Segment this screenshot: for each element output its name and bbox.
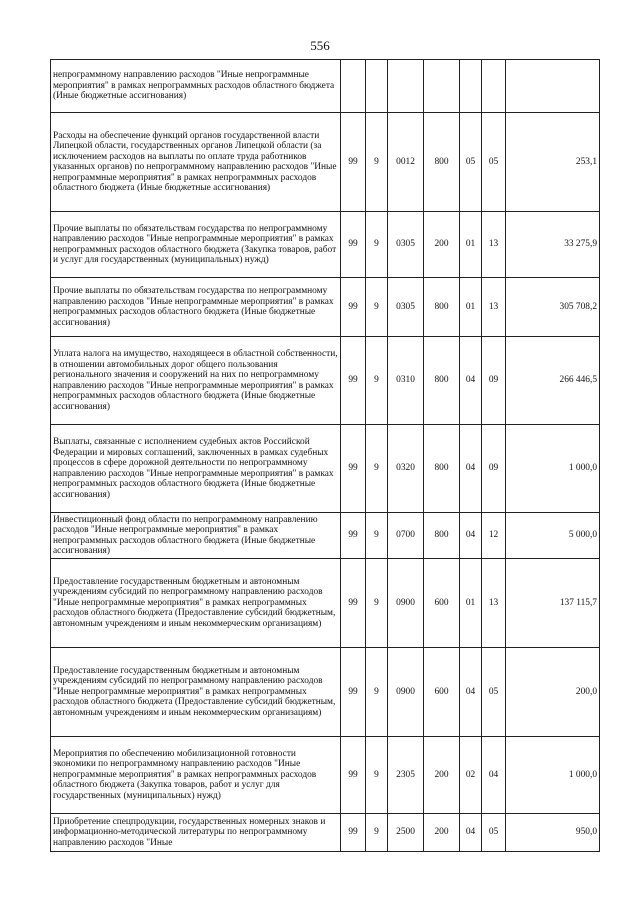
row-subprogram-code: 9 bbox=[366, 113, 388, 212]
row-subprogram-code: 9 bbox=[366, 648, 388, 737]
row-description: Уплата налога на имущество, находящееся в областной собственности, в отношении автомобильных дорог общего пользования регионального значения и сооружений на них по непрограммному направлению расходов "Иные непрограммные мероприятия" в рамках непрограммных расходов областного бюджета (Иные бюджетные ассигнования) bbox=[51, 337, 341, 425]
row-amount bbox=[506, 60, 600, 113]
row-subprogram-code: 9 bbox=[366, 814, 388, 852]
row-section: 04 bbox=[460, 513, 482, 559]
row-direction-code: 0310 bbox=[388, 337, 424, 425]
row-section: 05 bbox=[460, 113, 482, 212]
row-expense-type: 600 bbox=[424, 559, 460, 648]
row-description: Предоставление государственным бюджетным и автономным учреждениям субсидий по непрограммному направлению расходов "Иные непрограммные мероприятия" в рамках непрограммных расходов областного бюджета (Предоставление субсидий бюджетным, автономным учреждениям и иным некоммерческим организациям) bbox=[51, 559, 341, 648]
row-program-code: 99 bbox=[341, 212, 366, 278]
row-section: 01 bbox=[460, 278, 482, 337]
table-row bbox=[51, 513, 600, 559]
row-direction-code: 0305 bbox=[388, 212, 424, 278]
row-program-code: 99 bbox=[341, 513, 366, 559]
row-program-code: 99 bbox=[341, 278, 366, 337]
row-expense-type: 800 bbox=[424, 513, 460, 559]
row-expense-type: 200 bbox=[424, 737, 460, 814]
row-subsection: 13 bbox=[482, 212, 506, 278]
row-description: Приобретение спецпродукции, государственных номерных знаков и информационно-методической литературы по непрограммному направлению расходов "Иные bbox=[51, 814, 341, 852]
row-expense-type: 200 bbox=[424, 212, 460, 278]
row-direction-code: 0012 bbox=[388, 113, 424, 212]
row-amount: 137 115,7 bbox=[506, 559, 600, 648]
row-section: 04 bbox=[460, 814, 482, 852]
row-direction-code: 2305 bbox=[388, 737, 424, 814]
row-description: Выплаты, связанные с исполнением судебных актов Российской Федерации и мировых соглашений, заключенных в рамках судебных процессов в сфере дорожной деятельности по непрограммному направлению расходов "Иные непрограммные мероприятия" в рамках непрограммных расходов областного бюджета (Иные бюджетные ассигнования) bbox=[51, 425, 341, 513]
row-direction-code: 0320 bbox=[388, 425, 424, 513]
table-row bbox=[51, 648, 600, 737]
row-program-code: 99 bbox=[341, 559, 366, 648]
table-row bbox=[51, 425, 600, 513]
row-description: Прочие выплаты по обязательствам государства по непрограммному направлению расходов "Иные непрограммные мероприятия" в рамках непрограммных расходов областного бюджета (Иные бюджетные ассигнования) bbox=[51, 278, 341, 337]
row-subsection bbox=[482, 60, 506, 113]
row-section: 01 bbox=[460, 559, 482, 648]
row-direction-code: 0900 bbox=[388, 559, 424, 648]
table-row bbox=[51, 278, 600, 337]
row-program-code: 99 bbox=[341, 337, 366, 425]
budget-table bbox=[50, 59, 600, 852]
row-subsection: 05 bbox=[482, 814, 506, 852]
row-amount: 200,0 bbox=[506, 648, 600, 737]
row-subprogram-code bbox=[366, 60, 388, 113]
table-row bbox=[51, 559, 600, 648]
row-amount: 5 000,0 bbox=[506, 513, 600, 559]
row-description: Инвестиционный фонд области по непрограммному направлению расходов "Иные непрограммные мероприятия" в рамках непрограммных расходов областного бюджета (Иные бюджетные ассигнования) bbox=[51, 513, 341, 559]
row-description: непрограммному направлению расходов "Иные непрограммные мероприятия" в рамках непрограммных расходов областного бюджета (Иные бюджетные ассигнования) bbox=[51, 60, 341, 113]
row-direction-code: 2500 bbox=[388, 814, 424, 852]
row-subsection: 13 bbox=[482, 278, 506, 337]
row-amount: 1 000,0 bbox=[506, 425, 600, 513]
row-expense-type bbox=[424, 60, 460, 113]
row-description: Предоставление государственным бюджетным и автономным учреждениям субсидий по непрограммному направлению расходов "Иные непрограммные мероприятия" в рамках непрограммных расходов областного бюджета (Предоставление субсидий бюджетным, автономным учреждениям и иным некоммерческим организациям) bbox=[51, 648, 341, 737]
row-program-code: 99 bbox=[341, 113, 366, 212]
row-amount: 253,1 bbox=[506, 113, 600, 212]
row-subprogram-code: 9 bbox=[366, 425, 388, 513]
row-description: Прочие выплаты по обязательствам государства по непрограммному направлению расходов "Иные непрограммные мероприятия" в рамках непрограммных расходов областного бюджета (Закупка товаров, работ и услуг для государственных (муниципальных) нужд) bbox=[51, 212, 341, 278]
row-direction-code: 0700 bbox=[388, 513, 424, 559]
row-section: 02 bbox=[460, 737, 482, 814]
row-subsection: 13 bbox=[482, 559, 506, 648]
row-amount: 266 446,5 bbox=[506, 337, 600, 425]
table-row bbox=[51, 60, 600, 113]
row-subprogram-code: 9 bbox=[366, 278, 388, 337]
row-program-code: 99 bbox=[341, 814, 366, 852]
row-description: Расходы на обеспечение функций органов государственной власти Липецкой области, государственных органов Липецкой области (за исключением расходов на выплаты по оплате труда работников указанных органов) по непрограммному направлению расходов "Иные непрограммные мероприятия" в рамках непрограммных расходов областного бюджета (Иные бюджетные ассигнования) bbox=[51, 113, 341, 212]
row-subsection: 05 bbox=[482, 113, 506, 212]
row-subsection: 09 bbox=[482, 425, 506, 513]
row-expense-type: 200 bbox=[424, 814, 460, 852]
row-subsection: 12 bbox=[482, 513, 506, 559]
row-section: 04 bbox=[460, 425, 482, 513]
table-row bbox=[51, 113, 600, 212]
row-subsection: 05 bbox=[482, 648, 506, 737]
row-program-code: 99 bbox=[341, 425, 366, 513]
row-program-code: 99 bbox=[341, 737, 366, 814]
row-subprogram-code: 9 bbox=[366, 737, 388, 814]
row-subsection: 09 bbox=[482, 337, 506, 425]
row-direction-code: 0900 bbox=[388, 648, 424, 737]
row-amount: 1 000,0 bbox=[506, 737, 600, 814]
row-section: 01 bbox=[460, 212, 482, 278]
row-amount: 305 708,2 bbox=[506, 278, 600, 337]
table-row bbox=[51, 737, 600, 814]
row-section: 04 bbox=[460, 337, 482, 425]
row-direction-code: 0305 bbox=[388, 278, 424, 337]
row-program-code: 99 bbox=[341, 648, 366, 737]
row-subprogram-code: 9 bbox=[366, 212, 388, 278]
row-subsection: 04 bbox=[482, 737, 506, 814]
row-program-code bbox=[341, 60, 366, 113]
row-expense-type: 800 bbox=[424, 113, 460, 212]
row-subprogram-code: 9 bbox=[366, 559, 388, 648]
row-subprogram-code: 9 bbox=[366, 513, 388, 559]
table-row bbox=[51, 212, 600, 278]
table-row bbox=[51, 337, 600, 425]
row-amount: 33 275,9 bbox=[506, 212, 600, 278]
row-expense-type: 800 bbox=[424, 425, 460, 513]
row-subprogram-code: 9 bbox=[366, 337, 388, 425]
row-description: Мероприятия по обеспечению мобилизационной готовности экономики по непрограммному направлению расходов "Иные непрограммные мероприятия" в рамках непрограммных расходов областного бюджета (Закупка товаров, работ и услуг для государственных (муниципальных) нужд) bbox=[51, 737, 341, 814]
row-section bbox=[460, 60, 482, 113]
row-direction-code bbox=[388, 60, 424, 113]
row-expense-type: 800 bbox=[424, 337, 460, 425]
page-number: 556 bbox=[310, 38, 330, 53]
row-amount: 950,0 bbox=[506, 814, 600, 852]
row-expense-type: 800 bbox=[424, 278, 460, 337]
row-section: 04 bbox=[460, 648, 482, 737]
row-expense-type: 600 bbox=[424, 648, 460, 737]
table-row bbox=[51, 814, 600, 852]
